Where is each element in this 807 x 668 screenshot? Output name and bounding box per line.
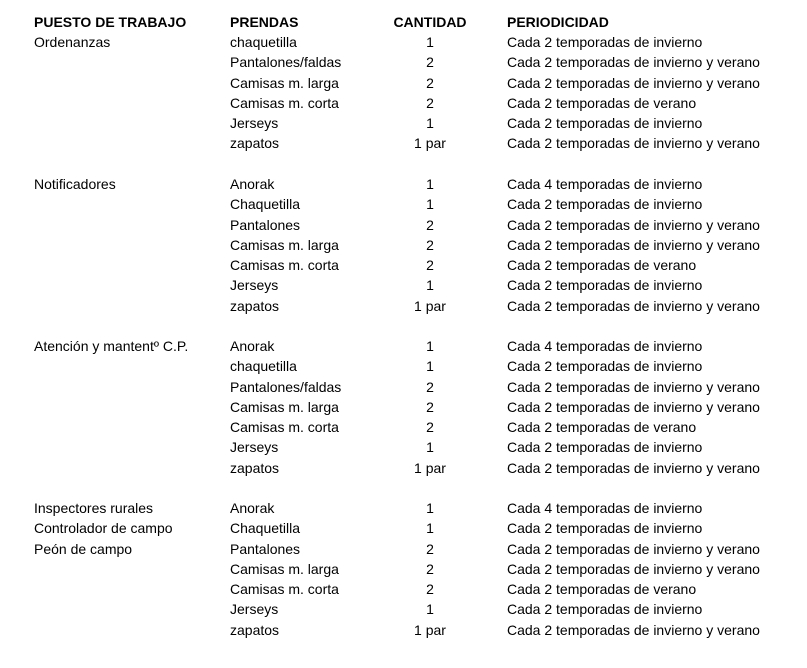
periodicidad-cell: Cada 2 temporadas de invierno	[507, 277, 703, 294]
cantidad-cell: 1	[426, 500, 434, 516]
table-row	[0, 235, 807, 255]
header-periodicidad: PERIODICIDAD	[507, 14, 609, 30]
cantidad-cell: 1 par	[414, 135, 446, 152]
prenda-cell: Jerseys	[230, 439, 279, 456]
prenda-cell: zapatos	[230, 621, 280, 638]
table-row	[0, 579, 807, 599]
table-row	[0, 296, 807, 316]
cantidad-cell: 1	[426, 277, 434, 294]
cantidad-cell: 2	[426, 581, 434, 597]
table-row	[0, 458, 807, 478]
prenda-cell: Camisas m. corta	[230, 419, 339, 435]
table-row	[0, 113, 807, 133]
table-row	[0, 620, 807, 640]
prenda-cell: zapatos	[230, 297, 280, 314]
puesto-cell: Peón de campo	[34, 540, 133, 557]
prenda-cell: Jerseys	[230, 601, 279, 618]
prenda-cell: chaquetilla	[230, 358, 297, 375]
periodicidad-cell: Cada 2 temporadas de invierno	[507, 115, 703, 131]
periodicidad-cell: Cada 2 temporadas de invierno y verano	[507, 297, 760, 314]
header-cantidad: CANTIDAD	[393, 14, 467, 30]
cantidad-cell: 2	[426, 398, 434, 415]
cantidad-cell: 2	[426, 257, 434, 273]
periodicidad-cell: Cada 2 temporadas de verano	[507, 257, 697, 273]
periodicidad-cell: Cada 2 temporadas de invierno	[507, 520, 703, 537]
header-prendas: PRENDAS	[230, 14, 299, 30]
prenda-cell: Camisas m. larga	[230, 74, 339, 91]
cantidad-cell: 2	[426, 216, 434, 233]
table-row	[0, 397, 807, 417]
table-header	[0, 12, 807, 32]
prenda-cell: Anorak	[230, 338, 275, 354]
cantidad-cell: 2	[426, 54, 434, 71]
prenda-cell: Jerseys	[230, 115, 279, 131]
periodicidad-cell: Cada 2 temporadas de invierno	[507, 34, 703, 50]
puesto-cell: Controlador de campo	[34, 520, 173, 537]
prenda-cell: Camisas m. corta	[230, 94, 339, 111]
table-row	[0, 32, 807, 52]
periodicidad-cell: Cada 2 temporadas de verano	[507, 94, 697, 111]
prenda-cell: zapatos	[230, 135, 280, 152]
prenda-cell: Anorak	[230, 500, 275, 516]
table-row	[0, 599, 807, 619]
periodicidad-cell: Cada 2 temporadas de invierno	[507, 601, 703, 618]
table-row	[0, 518, 807, 538]
table-row	[0, 133, 807, 153]
periodicidad-cell: Cada 2 temporadas de verano	[507, 419, 697, 435]
prenda-cell: Chaquetilla	[230, 520, 301, 537]
table-row	[0, 194, 807, 214]
periodicidad-cell: Cada 2 temporadas de invierno y verano	[507, 54, 760, 71]
prenda-cell: Camisas m. larga	[230, 398, 339, 415]
prenda-cell: Pantalones	[230, 540, 301, 557]
periodicidad-cell: Cada 2 temporadas de invierno	[507, 196, 703, 213]
prenda-cell: zapatos	[230, 459, 280, 476]
cantidad-cell: 1	[426, 176, 434, 192]
cantidad-cell: 1 par	[414, 621, 446, 638]
table-row	[0, 356, 807, 376]
periodicidad-cell: Cada 2 temporadas de invierno	[507, 358, 703, 375]
periodicidad-cell: Cada 2 temporadas de invierno y verano	[507, 560, 760, 577]
prenda-cell: chaquetilla	[230, 34, 297, 50]
cantidad-cell: 2	[426, 419, 434, 435]
prenda-cell: Chaquetilla	[230, 196, 301, 213]
table-row	[0, 215, 807, 235]
cantidad-cell: 1 par	[414, 459, 446, 476]
prenda-cell: Anorak	[230, 176, 275, 192]
periodicidad-cell: Cada 2 temporadas de invierno y verano	[507, 621, 760, 638]
puesto-cell: Notificadores	[34, 176, 116, 192]
cantidad-cell: 1	[426, 520, 434, 537]
cantidad-cell: 2	[426, 378, 434, 395]
periodicidad-cell: Cada 4 temporadas de invierno	[507, 176, 703, 192]
prenda-cell: Camisas m. corta	[230, 257, 339, 273]
cantidad-cell: 1	[426, 34, 434, 50]
cantidad-cell: 1	[426, 196, 434, 213]
table-row	[0, 73, 807, 93]
periodicidad-cell: Cada 2 temporadas de invierno y verano	[507, 236, 760, 253]
table-row	[0, 174, 807, 194]
periodicidad-cell: Cada 2 temporadas de invierno y verano	[507, 540, 760, 557]
prenda-cell: Camisas m. corta	[230, 581, 339, 597]
table-row	[0, 498, 807, 518]
table-row	[0, 52, 807, 72]
cantidad-cell: 1	[426, 439, 434, 456]
cantidad-cell: 1	[426, 115, 434, 131]
periodicidad-cell: Cada 2 temporadas de invierno	[507, 439, 703, 456]
table-row	[0, 559, 807, 579]
table-row	[0, 93, 807, 113]
header-puesto: PUESTO DE TRABAJO	[34, 14, 187, 30]
cantidad-cell: 2	[426, 94, 434, 111]
periodicidad-cell: Cada 2 temporadas de invierno y verano	[507, 135, 760, 152]
periodicidad-cell: Cada 4 temporadas de invierno	[507, 500, 703, 516]
prenda-cell: Pantalones	[230, 216, 301, 233]
table-row	[0, 336, 807, 356]
prenda-cell: Camisas m. larga	[230, 560, 339, 577]
prenda-cell: Pantalones/faldas	[230, 54, 342, 71]
table-row	[0, 377, 807, 397]
periodicidad-cell: Cada 2 temporadas de verano	[507, 581, 697, 597]
cantidad-cell: 2	[426, 560, 434, 577]
puesto-cell: Ordenanzas	[34, 34, 111, 50]
cantidad-cell: 1	[426, 358, 434, 375]
periodicidad-cell: Cada 2 temporadas de invierno y verano	[507, 459, 760, 476]
table-row	[0, 275, 807, 295]
cantidad-cell: 2	[426, 74, 434, 91]
periodicidad-cell: Cada 2 temporadas de invierno y verano	[507, 216, 760, 233]
table-row	[0, 255, 807, 275]
table-row	[0, 437, 807, 457]
puesto-cell: Inspectores rurales	[34, 500, 154, 516]
prenda-cell: Jerseys	[230, 277, 279, 294]
cantidad-cell: 1 par	[414, 297, 446, 314]
periodicidad-cell: Cada 2 temporadas de invierno y verano	[507, 378, 760, 395]
cantidad-cell: 1	[426, 601, 434, 618]
puesto-cell: Atención y mantentº C.P.	[34, 338, 189, 354]
table-row	[0, 417, 807, 437]
cantidad-cell: 1	[426, 338, 434, 354]
prenda-cell: Pantalones/faldas	[230, 378, 342, 395]
periodicidad-cell: Cada 2 temporadas de invierno y verano	[507, 74, 760, 91]
periodicidad-cell: Cada 2 temporadas de invierno y verano	[507, 398, 760, 415]
cantidad-cell: 2	[426, 236, 434, 253]
prenda-cell: Camisas m. larga	[230, 236, 339, 253]
cantidad-cell: 2	[426, 540, 434, 557]
table-row	[0, 539, 807, 559]
periodicidad-cell: Cada 4 temporadas de invierno	[507, 338, 703, 354]
